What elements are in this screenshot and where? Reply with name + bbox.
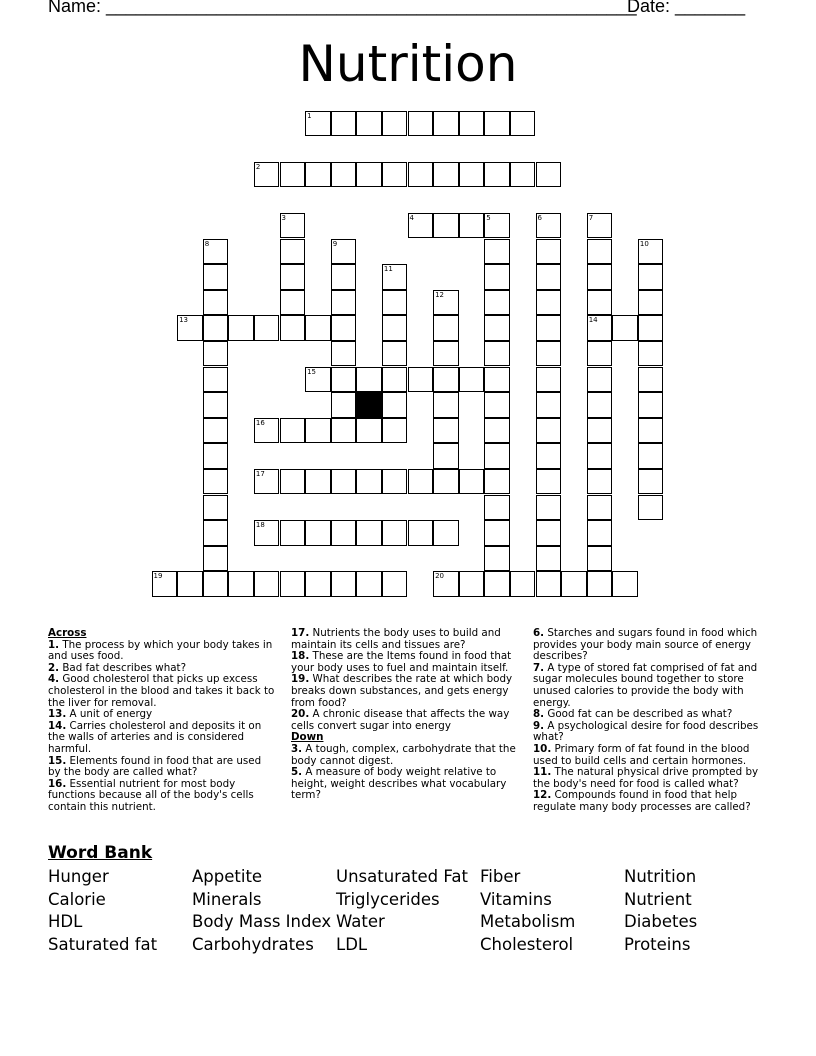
clue-down-7: 7. A type of stored fat comprised of fat and sugar molecules bound together to store unused calories to provide the body with energy. [533, 661, 758, 709]
grid-cell[interactable] [484, 213, 510, 239]
grid-cell[interactable] [484, 469, 510, 495]
word-bank-item: Fiber [480, 867, 521, 886]
grid-cell[interactable] [331, 571, 357, 597]
grid-cell[interactable] [331, 341, 357, 367]
grid-cell[interactable] [408, 213, 434, 239]
grid-cell[interactable] [587, 571, 613, 597]
grid-cell[interactable] [536, 264, 562, 290]
grid-cell[interactable] [331, 111, 357, 137]
clue-down-8: 8. Good fat can be described as what? [533, 708, 733, 721]
grid-cell[interactable] [356, 111, 382, 137]
grid-cell[interactable] [587, 418, 613, 444]
grid-cell[interactable] [331, 315, 357, 341]
clue-number: 15 [307, 367, 317, 376]
grid-cell[interactable] [433, 392, 459, 418]
grid-cell[interactable] [382, 520, 408, 546]
word-bank-item: Carbohydrates [192, 935, 314, 954]
grid-cell[interactable] [203, 290, 229, 316]
grid-cell[interactable] [638, 239, 664, 265]
clue-across-15: 15. Elements found in food that are used by the body are called what? [48, 754, 262, 779]
grid-cell[interactable] [305, 418, 331, 444]
grid-cell[interactable] [203, 392, 229, 418]
grid-cell[interactable] [484, 264, 510, 290]
grid-cell[interactable] [433, 111, 459, 137]
clues-column-1 [48, 628, 276, 814]
grid-cell[interactable] [356, 571, 382, 597]
grid-cell[interactable] [203, 520, 229, 546]
clue-number: 16 [255, 418, 265, 427]
grid-cell[interactable] [459, 162, 485, 188]
clue-across-19: 19. What describes the rate at which body breaks down substances, and gets energy from food? [291, 673, 513, 709]
grid-cell[interactable] [203, 546, 229, 572]
grid-cell[interactable] [484, 443, 510, 469]
grid-cell[interactable] [408, 162, 434, 188]
clue-number: 6 [537, 213, 542, 222]
clue-number: 9 [332, 239, 338, 248]
grid-cell[interactable] [331, 392, 357, 418]
grid-cell[interactable] [331, 290, 357, 316]
grid-cell[interactable] [382, 290, 408, 316]
grid-cell[interactable] [459, 213, 485, 239]
grid-cell[interactable] [280, 290, 306, 316]
grid-cell[interactable] [382, 469, 408, 495]
clue-across-16: 16. Essential nutrient for most body functions because all of the body's cells contain this nutrient. [48, 777, 254, 813]
grid-cell[interactable] [280, 213, 306, 239]
grid-cell[interactable] [331, 418, 357, 444]
grid-cell[interactable] [587, 443, 613, 469]
clue-across-2: 2. Bad fat describes what? [48, 661, 187, 674]
grid-cell[interactable] [484, 495, 510, 521]
grid-cell[interactable] [356, 418, 382, 444]
grid-cell[interactable] [638, 418, 664, 444]
grid-cell[interactable] [587, 264, 613, 290]
clue-number: 17 [255, 469, 265, 478]
grid-cell[interactable] [638, 315, 664, 341]
grid-cell[interactable] [305, 162, 331, 188]
grid-cell[interactable] [408, 111, 434, 137]
grid-cell[interactable] [408, 469, 434, 495]
grid-cell[interactable] [536, 520, 562, 546]
grid-cell[interactable] [536, 239, 562, 265]
grid-cell[interactable] [331, 239, 357, 265]
grid-cell[interactable] [305, 520, 331, 546]
clue-number: 14 [588, 316, 598, 325]
grid-cell[interactable] [510, 111, 536, 137]
grid-cell[interactable] [587, 392, 613, 418]
grid-cell[interactable] [305, 367, 331, 393]
grid-cell[interactable] [612, 315, 638, 341]
grid-cell[interactable] [203, 367, 229, 393]
clue-across-13: 13. A unit of energy [48, 708, 153, 721]
clue-down-6: 6. Starches and sugars found in food which provides your body main source of energy describes? [533, 627, 758, 663]
grid-cell[interactable] [331, 469, 357, 495]
grid-cell[interactable] [254, 520, 280, 546]
clue-number: 2 [255, 162, 261, 171]
grid-cell[interactable] [484, 520, 510, 546]
across-heading: Across [48, 627, 87, 639]
clue-down-10: 10. Primary form of fat found in the blood used to build cells and certain hormones. [533, 742, 750, 767]
date-field[interactable]: Date: _______ [627, 0, 746, 16]
grid-cell[interactable] [280, 315, 306, 341]
grid-cell[interactable] [459, 367, 485, 393]
clue-number: 18 [255, 521, 265, 530]
grid-cell[interactable] [433, 162, 459, 188]
clue-number: 20 [435, 572, 445, 581]
grid-cell[interactable] [587, 315, 613, 341]
clue-number: 3 [281, 213, 286, 222]
grid-cell[interactable] [280, 571, 306, 597]
grid-cell[interactable] [484, 546, 510, 572]
clue-down-3: 3. A tough, complex, carbohydrate that the body cannot digest. [291, 742, 516, 767]
grid-cell[interactable] [203, 469, 229, 495]
word-bank-item: Water [336, 912, 385, 931]
grid-cell[interactable] [305, 571, 331, 597]
clue-across-14: 14. Carries cholesterol and deposits it on the walls of arteries and is considered harmful. [48, 719, 262, 755]
grid-cell[interactable] [433, 418, 459, 444]
grid-cell[interactable] [459, 111, 485, 137]
grid-cell[interactable] [587, 546, 613, 572]
clue-across-1: 1. The process by which your body takes in and uses food. [48, 638, 273, 663]
grid-cell[interactable] [356, 520, 382, 546]
grid-cell[interactable] [536, 571, 562, 597]
grid-cell[interactable] [280, 264, 306, 290]
grid-cell[interactable] [536, 546, 562, 572]
word-bank-item: Nutrition [624, 867, 697, 886]
grid-cell[interactable] [484, 162, 510, 188]
page-title: Nutrition [298, 35, 518, 93]
grid-cell[interactable] [382, 392, 408, 418]
clues-column-3 [533, 628, 765, 814]
clue-number: 7 [588, 213, 594, 222]
word-bank-item: LDL [336, 935, 368, 954]
word-bank-item: Vitamins [480, 890, 552, 909]
grid-cell[interactable] [587, 469, 613, 495]
grid-cell[interactable] [203, 418, 229, 444]
clue-number: 11 [383, 265, 393, 274]
word-bank-item: Proteins [624, 935, 691, 954]
grid-cell[interactable] [152, 571, 178, 597]
grid-cell[interactable] [561, 571, 587, 597]
grid-cell[interactable] [382, 418, 408, 444]
grid-cell[interactable] [177, 315, 203, 341]
grid-cell[interactable] [228, 315, 254, 341]
grid-cell[interactable] [536, 290, 562, 316]
grid-cell[interactable] [587, 341, 613, 367]
grid-cell[interactable] [382, 162, 408, 188]
clue-number: 13 [179, 316, 189, 325]
down-heading: Down [291, 731, 324, 744]
grid-cell[interactable] [433, 315, 459, 341]
black-cell [356, 392, 382, 418]
grid-cell[interactable] [484, 290, 510, 316]
grid-cell[interactable] [587, 520, 613, 546]
grid-cell[interactable] [536, 443, 562, 469]
grid-cell[interactable] [612, 571, 638, 597]
word-bank-title: Word Bank [48, 843, 153, 863]
grid-cell[interactable] [203, 315, 229, 341]
grid-cell[interactable] [382, 367, 408, 393]
grid-cell[interactable] [433, 571, 459, 597]
grid-cell[interactable] [280, 418, 306, 444]
word-bank-item: Hunger [48, 867, 109, 886]
clue-across-17: 17. Nutrients the body uses to build and maintain its cells and tissues are? [291, 627, 501, 651]
grid-cell[interactable] [484, 392, 510, 418]
clue-number: 1 [307, 111, 312, 120]
grid-cell[interactable] [280, 239, 306, 265]
grid-cell[interactable] [536, 469, 562, 495]
word-bank-item: Appetite [192, 867, 263, 886]
grid-cell[interactable] [280, 162, 306, 188]
grid-cell[interactable] [356, 367, 382, 393]
grid-cell[interactable] [484, 418, 510, 444]
grid-cell[interactable] [254, 162, 280, 188]
grid-cell[interactable] [587, 213, 613, 239]
grid-cell[interactable] [254, 571, 280, 597]
word-bank-item: HDL [48, 912, 83, 931]
grid-cell[interactable] [433, 290, 459, 316]
grid-cell[interactable] [484, 239, 510, 265]
grid-cell[interactable] [382, 315, 408, 341]
grid-cell[interactable] [536, 213, 562, 239]
grid-cell[interactable] [510, 162, 536, 188]
grid-cell[interactable] [638, 264, 664, 290]
grid-cell[interactable] [484, 571, 510, 597]
word-bank-item: Minerals [192, 890, 262, 909]
grid-cell[interactable] [280, 469, 306, 495]
clue-down-11: 11. The natural physical drive prompted by the body's need for food is called what? [533, 766, 759, 790]
grid-cell[interactable] [536, 367, 562, 393]
grid-cell[interactable] [203, 341, 229, 367]
grid-cell[interactable] [382, 571, 408, 597]
clue-across-4: 4. Good cholesterol that picks up excess cholesterol in the blood and takes it back to the liver for removal. [48, 673, 275, 709]
grid-cell[interactable] [459, 571, 485, 597]
grid-cell[interactable] [459, 469, 485, 495]
grid-cell[interactable] [484, 315, 510, 341]
grid-cell[interactable] [484, 341, 510, 367]
grid-cell[interactable] [484, 367, 510, 393]
grid-cell[interactable] [536, 162, 562, 188]
grid-cell[interactable] [254, 418, 280, 444]
grid-cell[interactable] [203, 495, 229, 521]
grid-cell[interactable] [433, 520, 459, 546]
grid-cell[interactable] [536, 341, 562, 367]
grid-cell[interactable] [280, 520, 306, 546]
grid-cell[interactable] [254, 315, 280, 341]
grid-cell[interactable] [203, 239, 229, 265]
grid-cell[interactable] [638, 443, 664, 469]
clue-number: 5 [486, 213, 491, 222]
grid-cell[interactable] [433, 367, 459, 393]
word-bank-item: Triglycerides [336, 890, 440, 909]
grid-cell[interactable] [177, 571, 203, 597]
grid-cell[interactable] [331, 367, 357, 393]
word-bank-item: Metabolism [480, 912, 576, 931]
grid-cell[interactable] [408, 367, 434, 393]
word-bank-item: Diabetes [624, 912, 698, 931]
grid-cell[interactable] [638, 469, 664, 495]
grid-cell[interactable] [638, 290, 664, 316]
grid-cell[interactable] [254, 469, 280, 495]
word-bank-item: Body Mass Index [192, 912, 332, 931]
word-bank-item: Saturated fat [48, 935, 158, 954]
grid-cell[interactable] [587, 290, 613, 316]
clues-column-2 [291, 628, 521, 802]
clue-number: 8 [204, 239, 210, 248]
name-field[interactable]: Name: _____________________________________________________ [48, 0, 637, 16]
grid-cell[interactable] [638, 495, 664, 521]
grid-cell[interactable] [638, 392, 664, 418]
clue-down-12: 12. Compounds found in food that help regulate many body processes are called? [533, 789, 751, 813]
grid-cell[interactable] [305, 111, 331, 137]
grid-cell[interactable] [587, 239, 613, 265]
grid-cell[interactable] [638, 341, 664, 367]
grid-cell[interactable] [408, 520, 434, 546]
grid-cell[interactable] [356, 469, 382, 495]
grid-cell[interactable] [433, 213, 459, 239]
word-bank-item: Calorie [48, 890, 106, 909]
grid-cell[interactable] [536, 495, 562, 521]
grid-cell[interactable] [433, 443, 459, 469]
grid-cell[interactable] [587, 367, 613, 393]
grid-cell[interactable] [203, 264, 229, 290]
grid-cell[interactable] [484, 111, 510, 137]
clue-across-18: 18. These are the Items found in food that your body uses to fuel and maintain itself. [291, 650, 512, 674]
grid-cell[interactable] [382, 264, 408, 290]
grid-cell[interactable] [638, 367, 664, 393]
clue-down-5: 5. A measure of body weight relative to height, weight describes what vocabulary term? [291, 766, 507, 802]
word-bank-item: Cholesterol [480, 935, 574, 954]
grid-cell[interactable] [203, 443, 229, 469]
grid-cell[interactable] [203, 571, 229, 597]
grid-cell[interactable] [433, 341, 459, 367]
grid-cell[interactable] [228, 571, 254, 597]
grid-cell[interactable] [587, 495, 613, 521]
clue-number: 10 [639, 239, 649, 248]
grid-cell[interactable] [536, 392, 562, 418]
clue-number: 4 [409, 213, 414, 222]
grid-cell[interactable] [433, 469, 459, 495]
grid-cell[interactable] [536, 315, 562, 341]
grid-cell[interactable] [331, 162, 357, 188]
clue-number: 12 [435, 290, 445, 299]
grid-cell[interactable] [331, 520, 357, 546]
grid-cell[interactable] [331, 264, 357, 290]
word-bank-item: Nutrient [624, 890, 692, 909]
clue-across-20: 20. A chronic disease that affects the way cells convert sugar into energy [291, 708, 510, 732]
grid-cell[interactable] [305, 315, 331, 341]
grid-cell[interactable] [510, 571, 536, 597]
grid-cell[interactable] [356, 162, 382, 188]
clue-down-9: 9. A psychological desire for food describes what? [533, 719, 759, 744]
grid-cell[interactable] [536, 418, 562, 444]
grid-cell[interactable] [382, 341, 408, 367]
word-bank-item: Unsaturated Fat [336, 867, 468, 886]
clue-number: 19 [153, 572, 163, 581]
grid-cell[interactable] [305, 469, 331, 495]
grid-cell[interactable] [382, 111, 408, 137]
